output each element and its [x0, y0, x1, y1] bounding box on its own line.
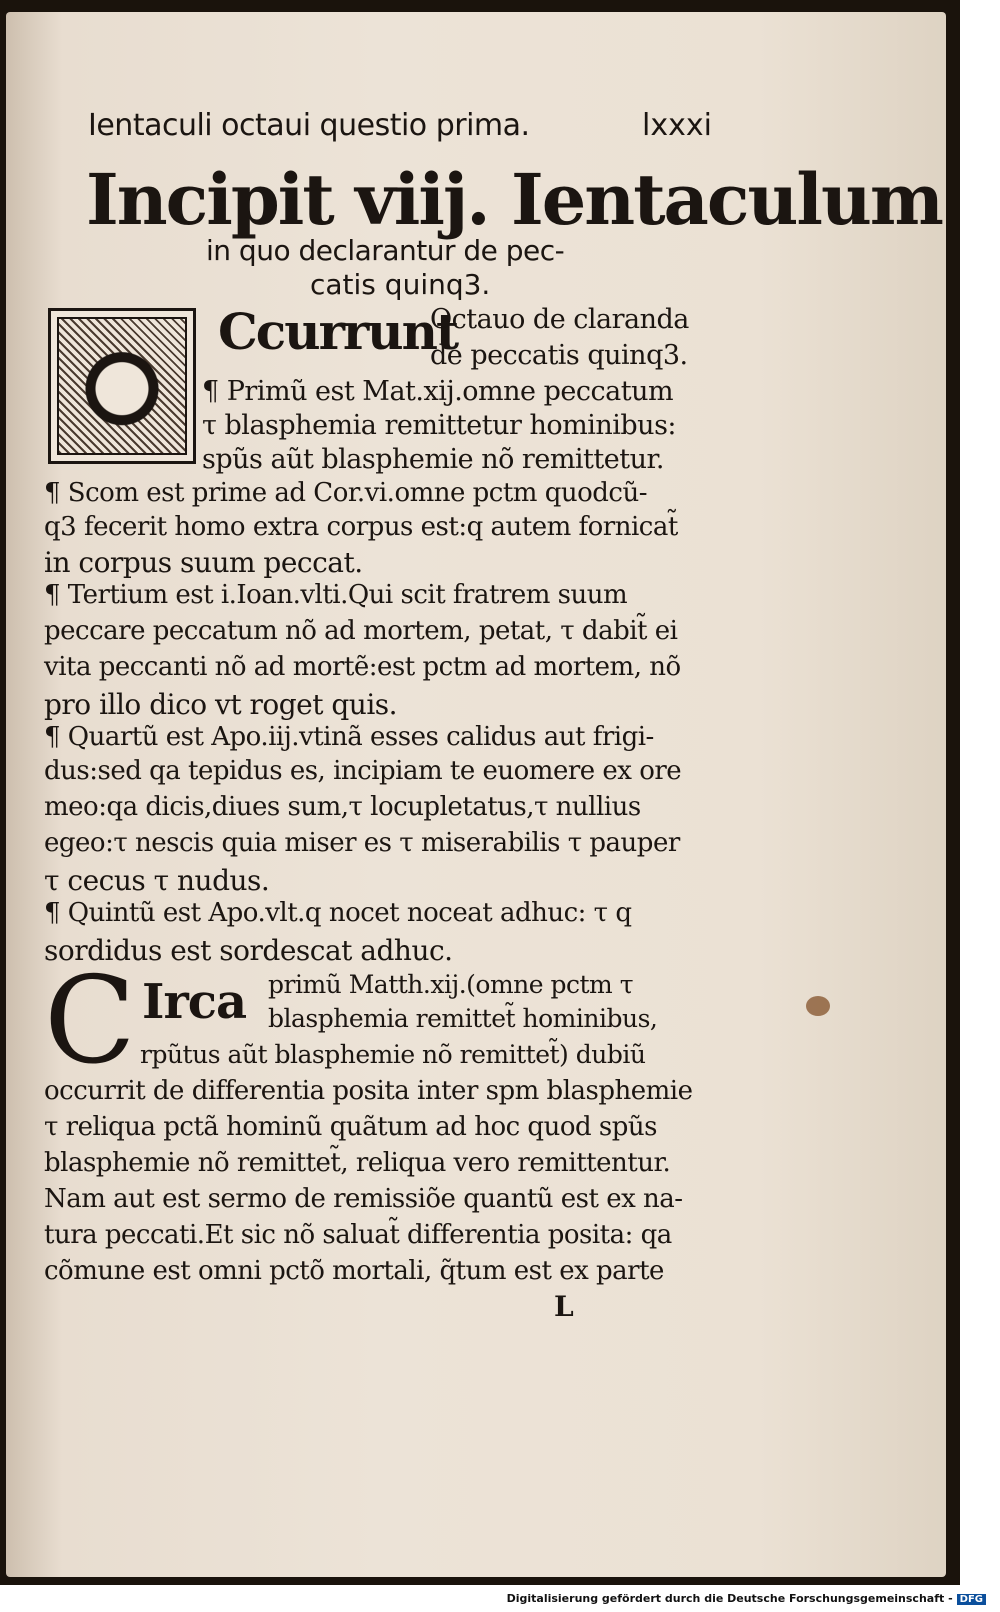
text-line: τ reliqua pctã hominũ quãtum ad hoc quod spũs: [44, 1112, 657, 1142]
text-line: ¶ Scom est prime ad Cor.vi.omne pctm quodcũ-: [44, 478, 648, 508]
text-line: cõmune est omni pctõ mortali, q̃tum est ex parte: [44, 1256, 664, 1286]
section-opening-word: Irca: [142, 974, 247, 1030]
intro-line: de peccatis quinq3.: [430, 340, 688, 371]
book-page: [6, 12, 946, 1577]
text-line: occurrit de differentia posita inter spm blasphemie: [44, 1076, 693, 1106]
intro-line: τ blasphemia remittetur hominibus:: [202, 410, 677, 441]
dfg-logo: DFG: [957, 1594, 986, 1605]
initial-c: C: [44, 952, 136, 1091]
text-line: dus:sed qa tepidus es, incipiam te euomere ex ore: [44, 756, 682, 786]
chapter-subtitle-line-1: in quo declarantur de pec-: [206, 234, 565, 267]
running-head: Ientaculi octaui questio prima.: [88, 108, 530, 143]
chapter-subtitle-line-2: catis quinq3.: [310, 268, 491, 301]
text-line: tura peccati.Et sic nõ saluat̃ differentia posita: qa: [44, 1220, 672, 1250]
decorated-initial-o-image: [48, 308, 196, 464]
text-line: sordidus est sordescat adhuc.: [44, 934, 453, 967]
paper-stain: [806, 996, 830, 1016]
page-content: [6, 12, 946, 1577]
credit-text: Digitalisierung gefördert durch die Deutsche Forschungsgemeinschaft -: [506, 1592, 953, 1605]
text-line: meo:qa dicis,diues sum,τ locupletatus,τ nullius: [44, 792, 641, 822]
text-line: ¶ Tertium est i.Ioan.vlti.Qui scit fratrem suum: [44, 580, 628, 610]
text-line: pro illo dico vt roget quis.: [44, 688, 398, 721]
text-line: vita peccanti nõ ad mortẽ:est pctm ad mortem, nõ: [44, 652, 681, 682]
text-line: egeo:τ nescis quia miser es τ miserabilis τ pauper: [44, 828, 680, 858]
text-line: primũ Matth.xij.(omne pctm τ: [268, 970, 634, 999]
opening-word: Ccurrunt: [218, 302, 458, 361]
text-line: Nam aut est sermo de remissiõe quantũ est ex na-: [44, 1184, 683, 1214]
intro-line: Octauo de claranda: [430, 304, 689, 335]
folio-number: lxxxi: [642, 108, 712, 143]
text-line: rpũtus aũt blasphemie nõ remittet̃) dubiũ: [140, 1040, 646, 1069]
signature-mark: L: [554, 1290, 574, 1323]
text-line: τ cecus τ nudus.: [44, 864, 270, 897]
text-line: q3 fecerit homo extra corpus est:q autem fornicat̃: [44, 512, 678, 542]
text-line: blasphemie nõ remittet̃, reliqua vero remittentur.: [44, 1148, 671, 1178]
intro-line: ¶ Primũ est Mat.xij.omne peccatum: [202, 376, 674, 407]
text-line: ¶ Quintũ est Apo.vlt.q nocet noceat adhuc: τ q: [44, 898, 632, 928]
intro-line: spũs aũt blasphemie nõ remittetur.: [202, 444, 664, 475]
text-line: in corpus suum peccat.: [44, 546, 363, 579]
chapter-title: Incipit viij. Ientaculum: [86, 158, 942, 241]
digitization-credit: [507, 1592, 986, 1605]
text-line: ¶ Quartũ est Apo.iij.vtinã esses calidus aut frigi-: [44, 722, 654, 752]
text-line: peccare peccatum nõ ad mortem, petat, τ dabit̃ ei: [44, 616, 678, 646]
text-line: blasphemia remittet̃ hominibus,: [268, 1004, 658, 1033]
